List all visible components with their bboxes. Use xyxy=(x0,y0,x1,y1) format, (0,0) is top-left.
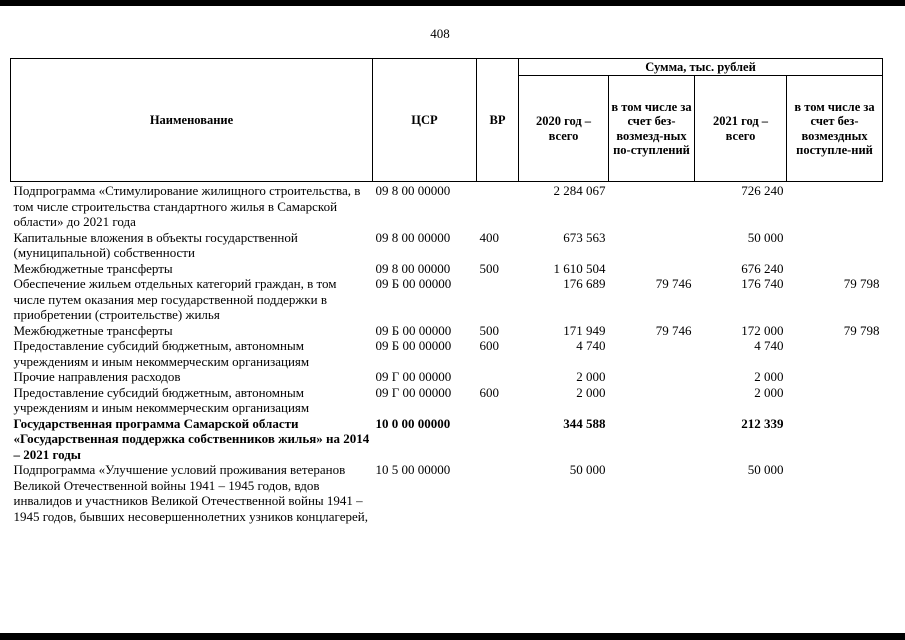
row-2020-free xyxy=(609,416,695,463)
row-2020-free xyxy=(609,385,695,416)
row-vr xyxy=(477,416,519,463)
row-vr: 400 xyxy=(479,229,499,245)
row-name: Предоставление субсидий бюджетным, автономным учреждениям и иным некоммерческим организациям xyxy=(13,384,310,415)
row-vr xyxy=(477,276,519,323)
row-2020-free xyxy=(609,369,695,385)
row-name: Межбюджетные трансферты xyxy=(13,322,173,338)
row-name: Подпрограмма «Улучшение условий проживания ветеранов Великой Отечественной войны 1941 – 1945 годов, вдов инвалидов и участников Великой Отечественной войны 1941 – 1945 годов, бывших несовершеннолетних узников концлагерей, xyxy=(13,462,368,524)
row-csr: 10 0 00 00000 xyxy=(375,415,451,431)
row-2020-free xyxy=(609,261,695,277)
row-csr: 10 5 00 00000 xyxy=(375,462,451,477)
header-name: Наименование xyxy=(11,59,373,182)
header-2020-free: в том числе за счет без-возмезд-ных по-ступлений xyxy=(609,76,695,182)
row-2020-total: 176 689 xyxy=(563,276,606,291)
row-vr xyxy=(477,369,519,385)
table-row xyxy=(11,338,883,369)
row-2020-total: 2 284 067 xyxy=(553,183,606,198)
row-2020-free xyxy=(609,338,695,369)
row-csr: 09 8 00 00000 xyxy=(375,183,451,198)
row-2020-total: 673 563 xyxy=(563,229,606,245)
row-2021-free: 79 798 xyxy=(843,322,880,338)
row-csr: 09 Г 00 00000 xyxy=(375,369,452,384)
row-csr: 09 Г 00 00000 xyxy=(375,384,452,400)
header-2021-total: 2021 год – всего xyxy=(695,76,787,182)
table-row xyxy=(11,261,883,277)
row-2021-total: 2 000 xyxy=(754,384,784,400)
row-2020-total: 1 610 504 xyxy=(553,260,606,276)
table-row xyxy=(11,323,883,339)
row-2021-free xyxy=(787,462,883,524)
row-2021-total: 172 000 xyxy=(741,322,784,338)
table-body xyxy=(11,182,883,525)
row-2021-total: 726 240 xyxy=(741,183,784,198)
row-2021-total: 50 000 xyxy=(747,229,784,245)
bottom-border xyxy=(0,633,905,640)
row-vr xyxy=(477,182,519,230)
row-vr: 600 xyxy=(479,384,499,400)
row-2021-total: 176 740 xyxy=(741,276,784,291)
row-2020-free: 79 746 xyxy=(655,322,692,338)
row-2020-total: 344 588 xyxy=(563,415,606,431)
row-vr: 500 xyxy=(479,322,499,338)
budget-table xyxy=(10,58,883,524)
table-row xyxy=(11,416,883,463)
row-csr: 09 8 00 00000 xyxy=(375,229,451,245)
row-name: Подпрограмма «Стимулирование жилищного строительства, в том числе строительства стандартного жилья в Самарской области» до 2021 года xyxy=(13,183,361,229)
row-name: Межбюджетные трансферты xyxy=(13,260,173,276)
row-2021-free xyxy=(787,369,883,385)
table-row xyxy=(11,385,883,416)
table-row xyxy=(11,276,883,323)
row-2021-free xyxy=(787,416,883,463)
header-csr: ЦСР xyxy=(373,59,477,182)
table-row xyxy=(11,369,883,385)
page-number: 408 xyxy=(430,26,450,41)
row-2021-total: 50 000 xyxy=(747,462,784,477)
row-2021-total: 2 000 xyxy=(754,369,784,384)
row-2021-free xyxy=(787,182,883,230)
row-2021-total: 676 240 xyxy=(741,260,784,276)
row-2021-total: 212 339 xyxy=(741,415,784,431)
row-2021-free xyxy=(787,261,883,277)
row-name: Капитальные вложения в объекты государственной (муниципальной) собственности xyxy=(13,229,298,260)
table-row xyxy=(11,230,883,261)
row-2020-free xyxy=(609,230,695,261)
row-2021-free xyxy=(787,338,883,369)
row-name: Предоставление субсидий бюджетным, автономным учреждениям и иным некоммерческим организациям xyxy=(13,338,310,369)
row-vr: 600 xyxy=(479,338,499,353)
row-name: Прочие направления расходов xyxy=(13,369,181,384)
row-2021-total: 4 740 xyxy=(754,338,784,353)
row-2020-free xyxy=(609,462,695,524)
row-2021-free xyxy=(787,230,883,261)
header-2021-free: в том числе за счет без-возмездных поступле-ний xyxy=(787,76,883,182)
header-2020-total: 2020 год – всего xyxy=(519,76,609,182)
header-vr: ВР xyxy=(477,59,519,182)
row-2020-total: 4 740 xyxy=(576,338,606,353)
row-2020-total: 2 000 xyxy=(576,369,606,384)
row-2020-free: 79 746 xyxy=(655,276,692,291)
top-border xyxy=(0,0,905,6)
row-csr: 09 Б 00 00000 xyxy=(375,338,452,353)
table-row xyxy=(11,462,883,524)
row-vr: 500 xyxy=(479,260,499,276)
row-2021-free xyxy=(787,385,883,416)
row-csr: 09 8 00 00000 xyxy=(375,260,451,276)
row-csr: 09 Б 00 00000 xyxy=(375,322,452,338)
row-2020-total: 171 949 xyxy=(563,322,606,338)
row-2020-total: 50 000 xyxy=(569,462,606,477)
row-name: Обеспечение жильем отдельных категорий граждан, в том числе путем оказания мер государственной поддержки в приобретении (строительстве) жилья xyxy=(13,276,337,322)
row-vr xyxy=(477,462,519,524)
row-csr: 09 Б 00 00000 xyxy=(375,276,452,291)
row-2020-total: 2 000 xyxy=(576,384,606,400)
table-row xyxy=(11,182,883,230)
row-name: Государственная программа Самарской области «Государственная поддержка собственников жилья» на 2014 – 2021 годы xyxy=(13,415,370,462)
header-sum-group: Сумма, тыс. рублей xyxy=(519,59,883,76)
row-2021-free: 79 798 xyxy=(843,276,880,291)
row-2020-free xyxy=(609,182,695,230)
